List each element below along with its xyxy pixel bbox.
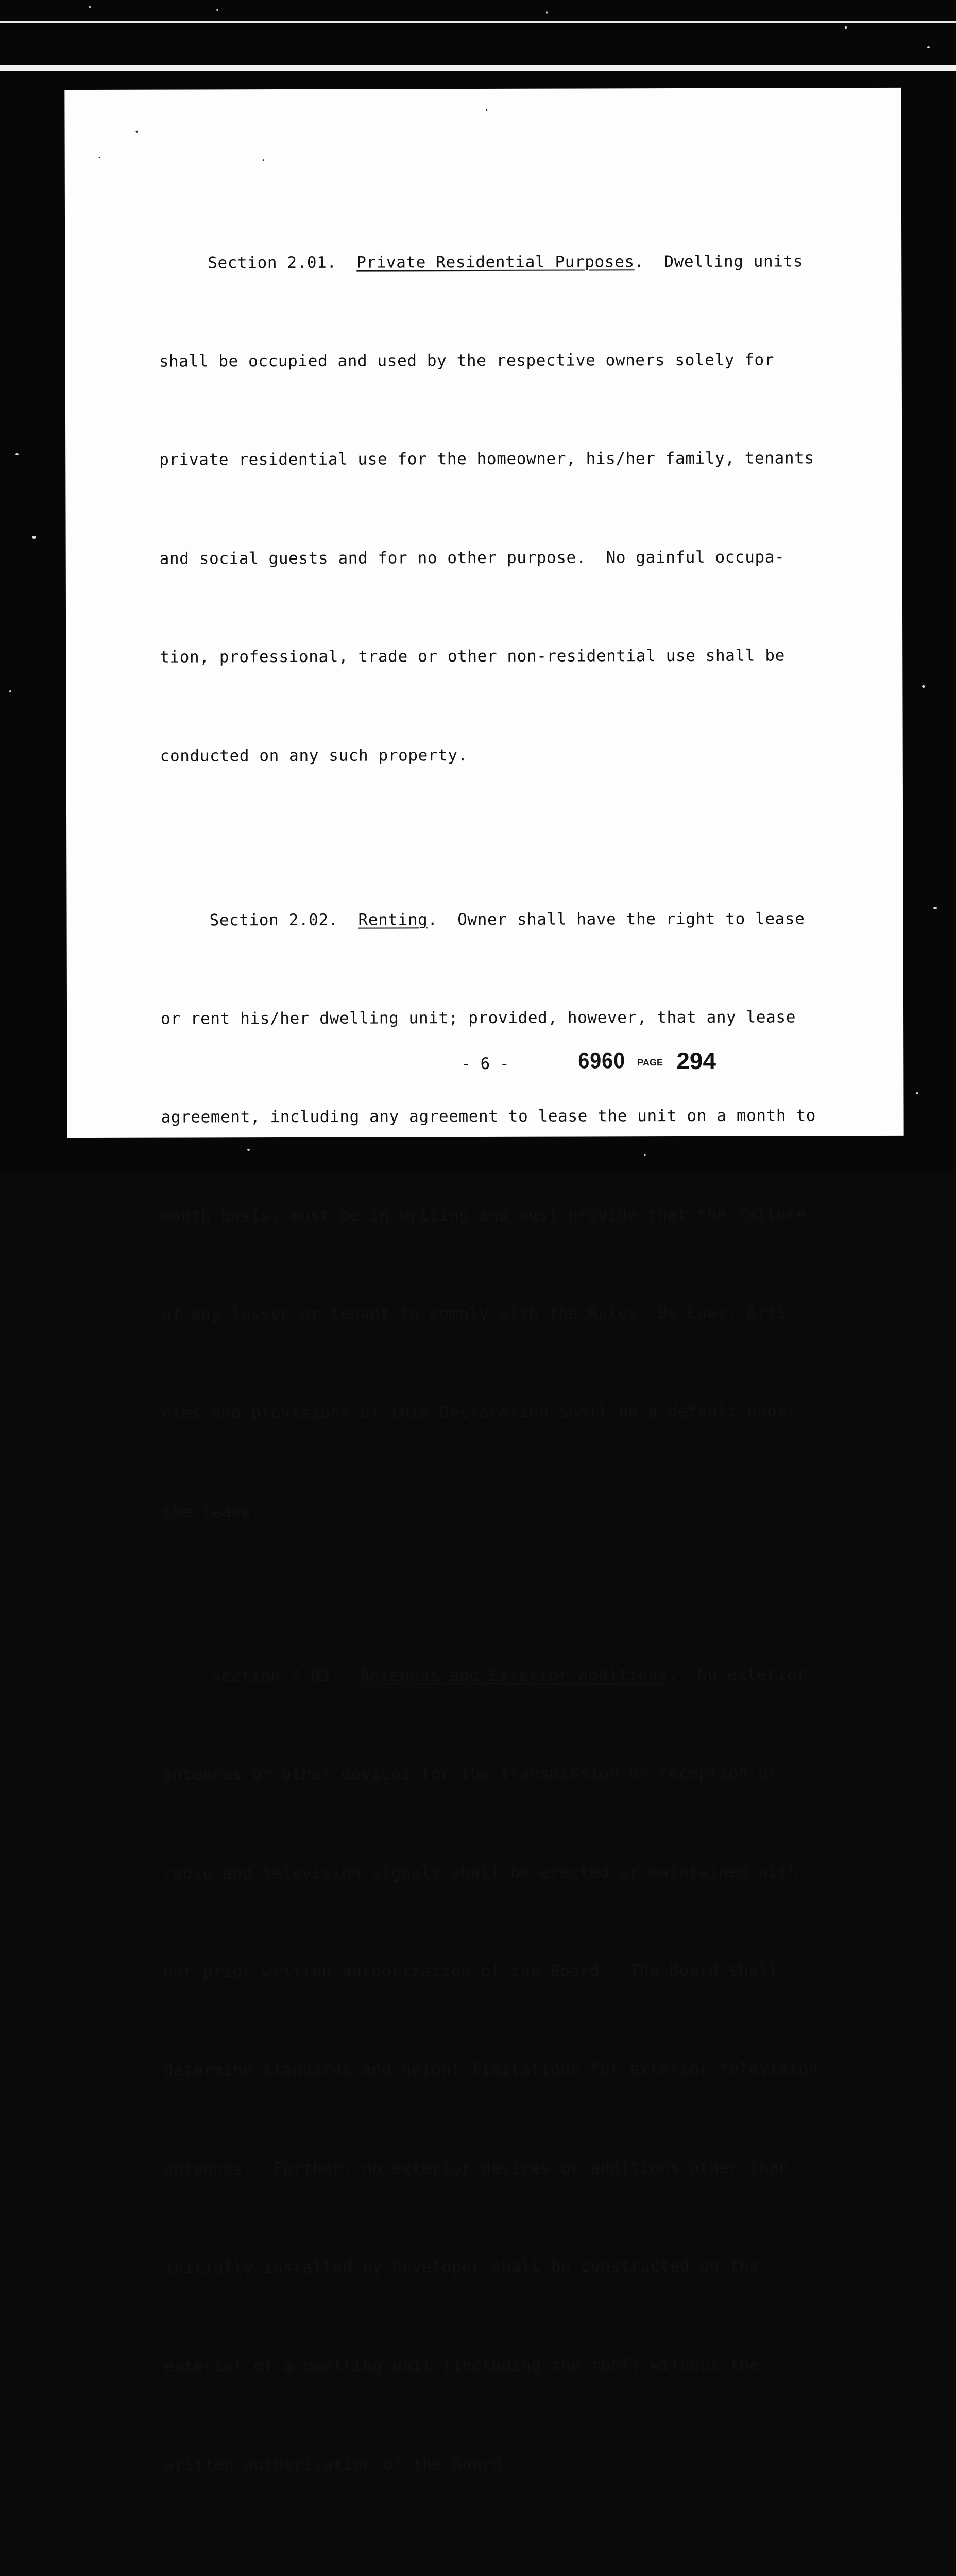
scan-border-bar [0,65,956,71]
body-line: conducted on any such property. [160,745,468,766]
body-line: cles and provisions of this Declaration shall be a default under [162,1402,797,1423]
body-line: written authorization of the Board. [164,2454,512,2475]
paper-speck [99,157,100,158]
section-heading: Renting [358,910,428,929]
scan-speck [927,46,930,48]
paper-speck [486,109,487,111]
scan-border-line [0,21,956,23]
scan-speck [216,9,218,11]
body-line: exterior of a dwelling unit (including the roof) without the [164,2355,760,2376]
book-page-stamp: 294 [676,1047,716,1075]
body-line: the lease. [162,1502,262,1521]
section-2-01: Section 2.01. Private Residential Purposes. Dwelling units shall be occupied and used by the respective owners solely for private residential use for the homeowner, his/her family, tenants and social guests and for no other purpose. No gainful occupa- tion, professional, trade or other non-residential use shall be conducted on any such property. [159,179,892,839]
section-heading: Antennas and Exterior Additions [360,1665,668,1685]
body-line: agreement, including any agreement to lease the unit on a month to [161,1106,816,1127]
document-page [64,88,903,2475]
book-number-stamp: 6960 [578,1048,626,1074]
body-line: No exterior [677,1665,807,1684]
section-2-03: Section 2.03. Antennas and Exterior Additions. No exterior antennas or other devices for the transmission or reception of radio and television signals shall be erected or maintained with out prior written authorization of the Board. The Board shall determine standards and height limitations for exterior television antennas. Further, no exterior devices or additions other than initially installed by Developer shall be constructed on the exterior of a dwelling unit (including the roof) without the written authorization of the Board. [162,1592,896,2548]
section-2-04 [165,2546,897,2576]
body-line: antennas. Further, no exterior devices or additions other than [163,2158,789,2179]
body-line: Dwelling units [644,251,804,271]
body-line: Owner shall have the right to lease [437,909,805,929]
scan-speck [546,11,548,14]
document-body [159,179,897,2576]
body-line: of any lessee or tenant to comply with the Rules, By-Laws, Arti- [161,1303,797,1324]
scan-speck [89,6,91,8]
body-line: private residential use for the homeowner, his/her family, tenants [159,449,814,470]
section-heading: Private Residential Purposes [356,252,635,272]
page-word-stamp: PAGE [637,1057,663,1068]
scan-speck [922,685,925,688]
section-2-02: Section 2.02. Renting. Owner shall have the right to lease or rent his/her dwelling unit; provided, however, that any lease agreement, including any agreement to lease the unit on a month to month basis, must be in writing and must provide that the failure of any lessee or tenant to comply with the Rules, By-Laws, Arti- cles and provisions of this Declaration shall be a default under the lease. [160,837,894,1595]
body-line: antennas or other devices for the transmission or reception of [162,1764,778,1784]
body-line: determine standards and height limitations for exterior television [163,2059,818,2080]
page-number: - 6 - [461,1054,509,1074]
scan-speck [845,26,847,29]
section-number: Section 2.03. [211,1666,340,1686]
scan-speck [9,690,11,692]
section-number: Section 2.01. [208,253,337,272]
scan-speck [15,453,19,455]
body-line: month basis, must be in writing and must provide that the failure [161,1205,807,1226]
scan-speck [916,1092,918,1094]
body-line: tion, professional, trade or other non-residential use shall be [160,646,785,667]
page-footer [67,1043,903,1087]
body-line: radio and television signals shall be erected or maintained with [163,1862,798,1883]
scan-speck [32,536,36,539]
body-line: initially installed by Developer shall be constructed on the [164,2257,760,2277]
scan-speck [933,907,937,909]
paper-speck [263,159,264,161]
body-line: or rent his/her dwelling unit; provided, however, that any lease [161,1008,796,1028]
body-line: shall be occupied and used by the respective owners solely for [159,350,775,371]
paper-speck [136,131,138,133]
section-number: Section 2.02. [209,910,339,929]
body-line: and social guests and for no other purpose. No gainful occupa- [159,548,785,568]
body-line: out prior written authorization of the Board. The Board shall [163,1961,779,1981]
